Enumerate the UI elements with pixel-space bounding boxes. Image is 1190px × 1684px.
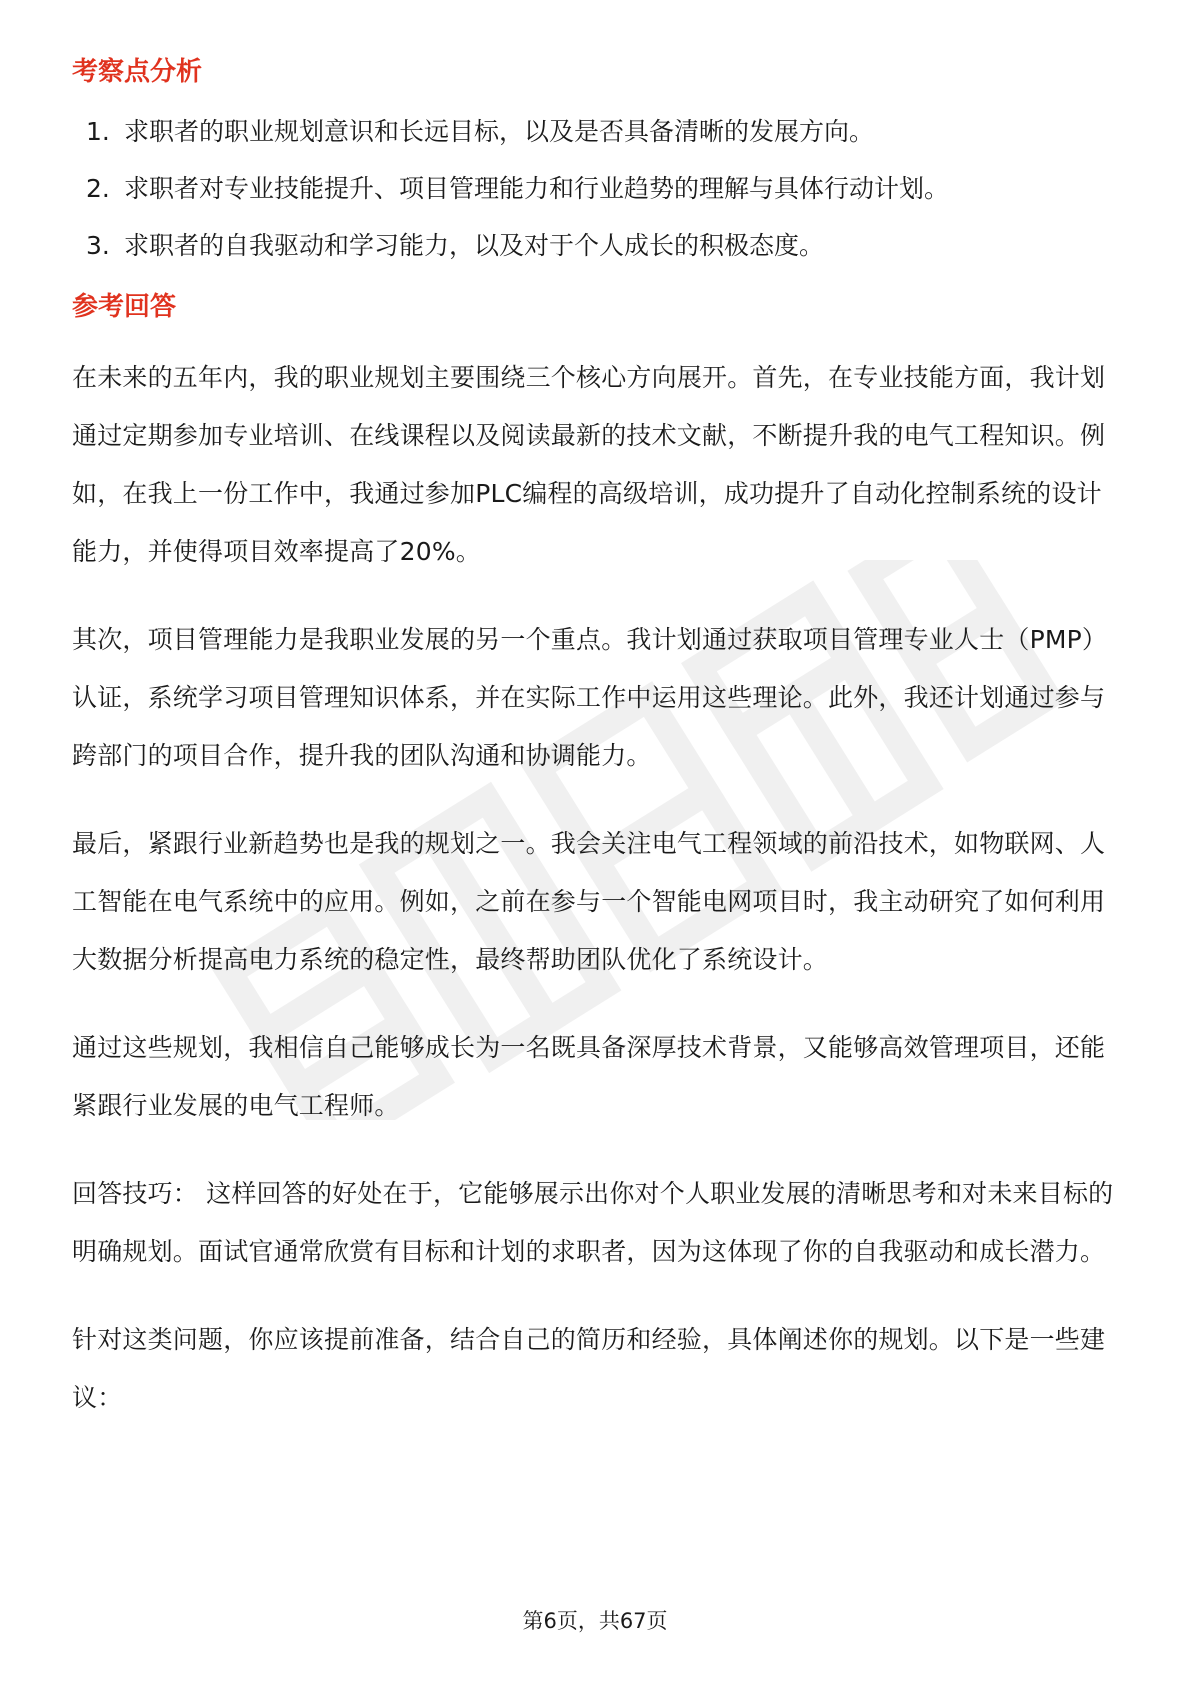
- list-item-text: 求职者对专业技能提升、项目管理能力和行业趋势的理解与具体行动计划。: [124, 174, 950, 203]
- page-number: 第6页，共67页: [522, 1609, 668, 1633]
- list-item: [72, 228, 1122, 264]
- list-item: [72, 114, 1122, 150]
- list-item-number: 1.: [86, 117, 110, 146]
- list-item-text: 求职者的职业规划意识和长远目标，以及是否具备清晰的发展方向。: [124, 117, 875, 146]
- answer-paragraph: 其次，项目管理能力是我职业发展的另一个重点。我计划通过获取项目管理专业人士（PMP）认证，系统学习项目管理知识体系，并在实际工作中运用这些理论。此外，我还计划通过参与跨部门的项目合作，提升我的团队沟通和协调能力。: [72, 625, 1108, 770]
- answer-paragraph: 最后，紧跟行业新趋势也是我的规划之一。我会关注电气工程领域的前沿技术，如物联网、人工智能在电气系统中的应用。例如，之前在参与一个智能电网项目时，我主动研究了如何利用大数据分析提高电力系统的稳定性，最终帮助团队优化了系统设计。: [72, 829, 1106, 974]
- list-item-number: 2.: [86, 174, 110, 203]
- answer-paragraph: 在未来的五年内，我的职业规划主要围绕三个核心方向展开。首先，在专业技能方面，我计划通过定期参加专业培训、在线课程以及阅读最新的技术文献，不断提升我的电气工程知识。例如，在我上一份工作中，我通过参加PLC编程的高级培训，成功提升了自动化控制系统的设计能力，并使得项目效率提高了20%。: [72, 363, 1106, 566]
- document-body: [72, 46, 1122, 1427]
- analysis-points-list: [72, 114, 1122, 264]
- section-heading-analysis: 考察点分析: [72, 57, 203, 87]
- tips-paragraph: 回答技巧： 这样回答的好处在于，它能够展示出你对个人职业发展的清晰思考和对未来目标的明确规划。面试官通常欣赏有目标和计划的求职者，因为这体现了你的自我驱动和成长潜力。: [72, 1179, 1114, 1266]
- list-item-text: 求职者的自我驱动和学习能力，以及对于个人成长的积极态度。: [124, 231, 825, 260]
- answer-paragraph: 通过这些规划，我相信自己能够成长为一名既具备深厚技术背景，又能够高效管理项目，还能紧跟行业发展的电气工程师。: [72, 1033, 1106, 1120]
- advice-paragraph: 针对这类问题，你应该提前准备，结合自己的简历和经验，具体阐述你的规划。以下是一些建议：: [72, 1325, 1106, 1412]
- list-item: [72, 171, 1122, 207]
- list-item-number: 3.: [86, 231, 110, 260]
- section-heading-answer: 参考回答: [72, 292, 177, 322]
